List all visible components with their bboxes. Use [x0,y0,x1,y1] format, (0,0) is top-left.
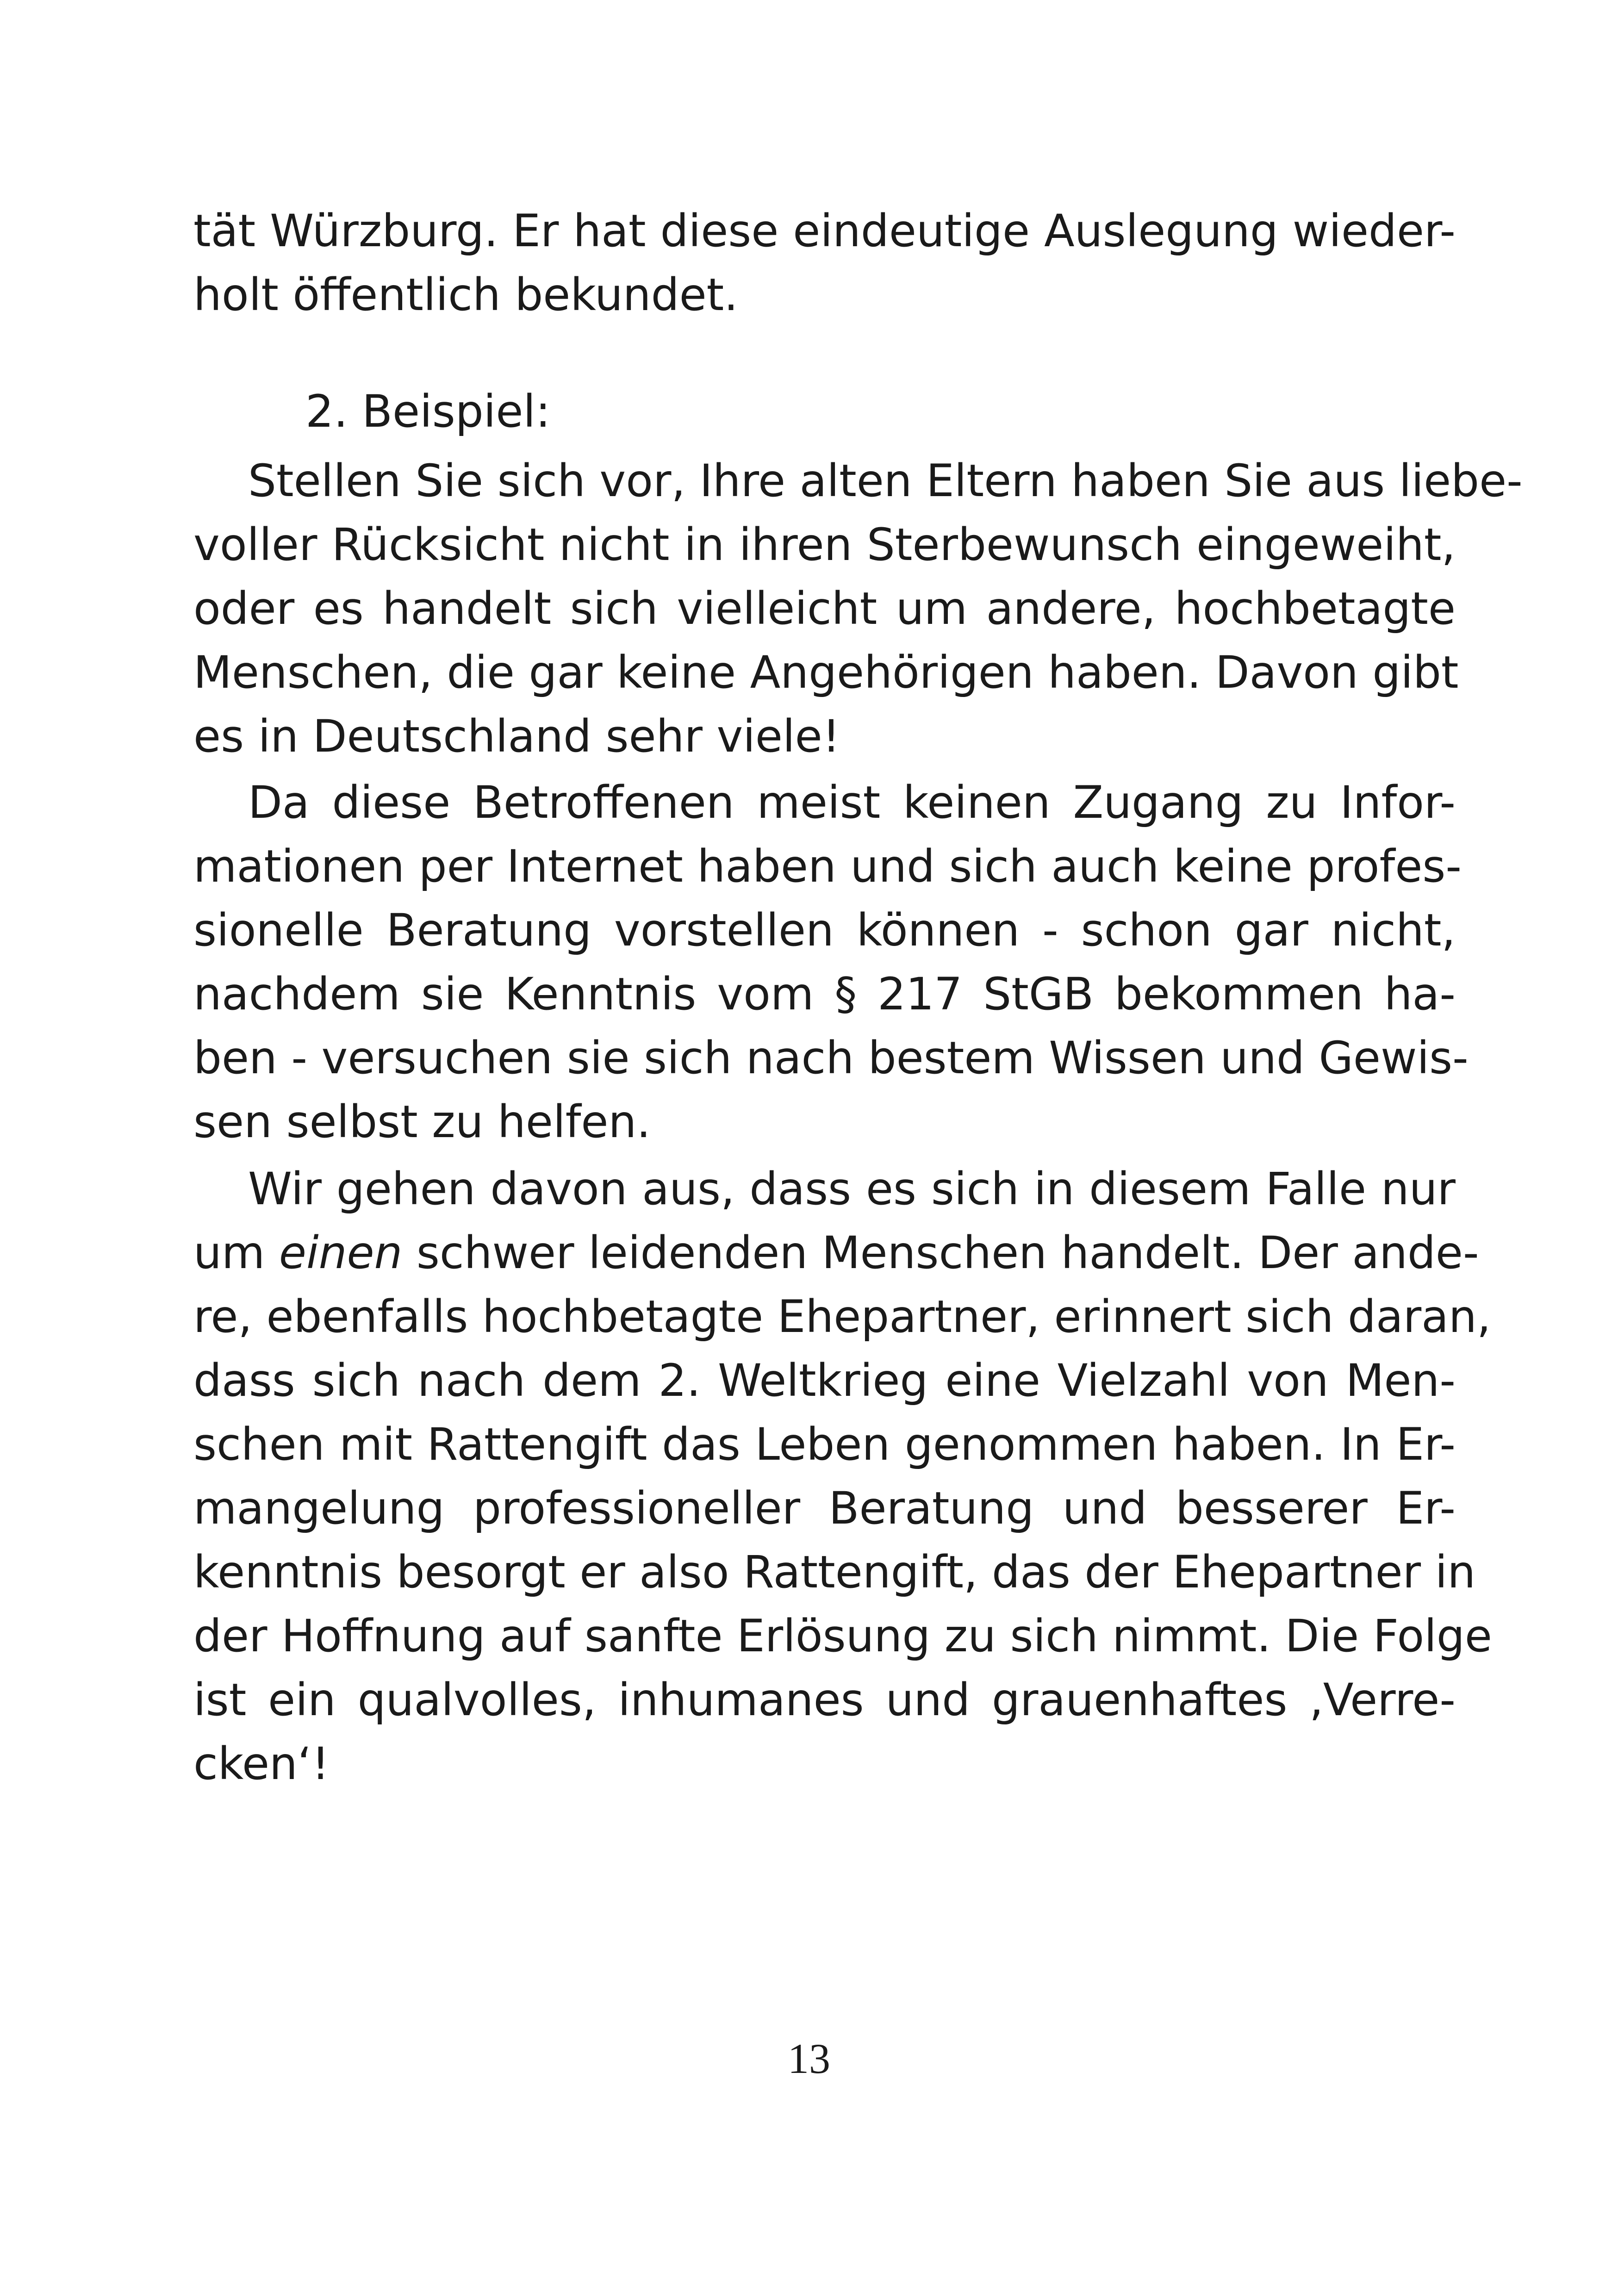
paragraph-line: Da diese Betroffenen meist keinen Zugang zu Infor- [248,777,1456,828]
paragraph-line: mangelung professioneller Beratung und besserer Er- [193,1482,1456,1534]
paragraph-line: Stellen Sie sich vor, Ihre alten Eltern haben Sie aus liebe- [248,455,1523,507]
paragraph-line: cken‘! [193,1738,330,1790]
paragraph-line: voller Rücksicht nicht in ihren Sterbewunsch eingeweiht, [193,519,1456,571]
paragraph-line: schen mit Rattengift das Leben genommen haben. In Er- [193,1419,1456,1470]
paragraph-line: re, ebenfalls hochbetagte Ehepartner, erinnert sich daran, [193,1291,1491,1343]
paragraph-line: mationen per Internet haben und sich auch keine profes- [193,840,1462,892]
paragraph-line: kenntnis besorgt er also Rattengift, das der Ehepartner in [193,1546,1476,1598]
line-text: um [193,1227,279,1279]
line-text: schwer leidenden Menschen handelt. Der ande- [402,1227,1479,1279]
paragraph-1 [193,199,1456,327]
paragraph-line: oder es handelt sich vielleicht um andere, hochbetagte [193,583,1456,635]
paragraph-line: sen selbst zu helfen. [193,1096,651,1148]
page-number: 13 [788,2035,830,2082]
paragraph-4 [193,1157,1492,1796]
paragraph-2 [193,449,1523,768]
paragraph-line: nachdem sie Kenntnis vom § 217 StGB bekommen ha- [193,968,1456,1020]
paragraph-line: es in Deutschland sehr viele! [193,710,840,762]
paragraph-line: dass sich nach dem 2. Weltkrieg eine Vielzahl von Men- [193,1355,1456,1406]
paragraph-line: holt öffentlich bekundet. [193,269,738,321]
emphasis-text: einen [279,1227,403,1279]
paragraph-line: ben - versuchen sie sich nach bestem Wissen und Gewis- [193,1032,1469,1084]
paragraph-line [193,1221,1479,1285]
paragraph-line: ist ein qualvolles, inhumanes und grauenhaftes ‚Verre- [193,1674,1456,1726]
paragraph-line: sionelle Beratung vorstellen können - schon gar nicht, [193,904,1456,956]
paragraph-line: Wir gehen davon aus, dass es sich in diesem Falle nur [248,1163,1456,1215]
paragraph-line: Menschen, die gar keine Angehörigen haben. Davon gibt [193,647,1459,698]
paragraph-line: der Hoffnung auf sanfte Erlösung zu sich nimmt. Die Folge [193,1610,1492,1662]
example-heading: 2. Beispiel: [305,386,551,437]
paragraph-3 [193,771,1469,1154]
paragraph-line: tät Würzburg. Er hat diese eindeutige Auslegung wieder- [193,205,1456,257]
